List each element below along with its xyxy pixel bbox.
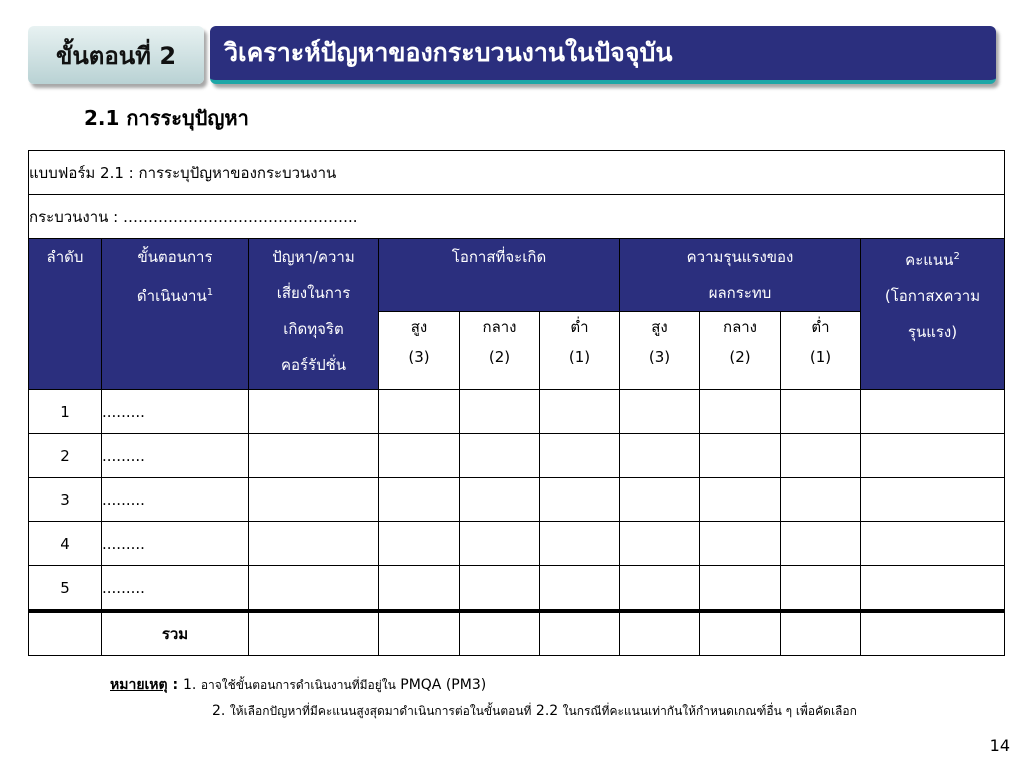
total-label: รวม [102, 611, 249, 656]
note-1: หมายเหตุ : 1. อาจใช้ขั้นตอนการดำเนินงานที่มีอยู่ใน PMQA (PM3) [110, 677, 487, 693]
likelihood-high: สูง (3) [379, 312, 460, 390]
subheading: 2.1 การระบุปัญหา [84, 106, 249, 130]
col-likelihood: โอกาสที่จะเกิด [379, 239, 620, 312]
total-row [29, 611, 1005, 656]
severity-medium: กลาง (2) [700, 312, 781, 390]
table-row: 2 ......... [29, 434, 1005, 478]
col-problem: ปัญหา/ความ เสี่ยงในการ เกิดทุจริต คอร์รัปชั่น [249, 239, 379, 390]
table-row: 5 ......... [29, 566, 1005, 612]
col-severity: ความรุนแรงของ ผลกระทบ [620, 239, 861, 312]
page-title: วิเคราะห์ปัญหาของกระบวนงานในปัจจุบัน [224, 38, 673, 67]
form-title: แบบฟอร์ม 2.1 : การระบุปัญหาของกระบวนงาน [29, 151, 1005, 195]
title-bar [210, 26, 996, 84]
problem-form-table [28, 150, 1005, 656]
process-line: กระบวนงาน : ……………………………………….. [29, 195, 1005, 239]
notes [110, 672, 857, 724]
step-badge [28, 26, 204, 84]
page-number: 14 [989, 736, 1010, 755]
likelihood-low: ต่ำ (1) [540, 312, 620, 390]
table-row: 4 ......... [29, 522, 1005, 566]
step-label: ขั้นตอนที่ 2 [55, 41, 177, 70]
col-score: คะแนน$^2$ (โอกาสxความ รุนแรง) [861, 239, 1005, 390]
table-row: 3 ......... [29, 478, 1005, 522]
severity-low: ต่ำ (1) [781, 312, 861, 390]
likelihood-medium: กลาง (2) [460, 312, 540, 390]
col-step: ขั้นตอนการ ดำเนินงาน$^1$ [102, 239, 249, 390]
severity-high: สูง (3) [620, 312, 700, 390]
table-row: 1 ......... [29, 390, 1005, 434]
note-2: 2. ให้เลือกปัญหาที่มีคะแนนสูงสุดมาดำเนินการต่อในขั้นตอนที่ 2.2 ในกรณีที่คะแนนเท่ากันให้กำหนดเกณฑ์อื่น ๆ เพื่อคัดเลือก [212, 703, 857, 719]
notes-label: หมายเหตุ [110, 677, 168, 693]
col-order: ลำดับ [29, 239, 102, 390]
